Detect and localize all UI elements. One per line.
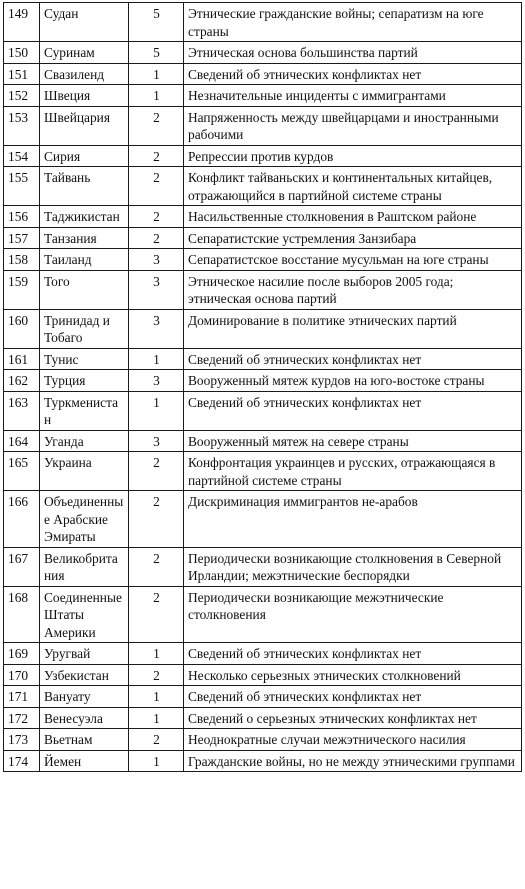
country-name: Таджикистан [40, 206, 129, 228]
conflict-description: Сепаратистские устремления Занзибара [184, 227, 522, 249]
row-number: 159 [4, 270, 40, 309]
country-name: Уганда [40, 430, 129, 452]
country-name: Узбекистан [40, 664, 129, 686]
country-name: Уругвай [40, 643, 129, 665]
country-name: Вануату [40, 686, 129, 708]
conflict-description: Неоднократные случаи межэтнического насилия [184, 729, 522, 751]
ethnic-conflict-table [3, 2, 522, 772]
conflict-score: 2 [129, 586, 184, 643]
country-name: Танзания [40, 227, 129, 249]
conflict-score: 3 [129, 370, 184, 392]
country-name: Объединенные Арабские Эмираты [40, 491, 129, 548]
conflict-description: Периодически возникающие межэтнические столкновения [184, 586, 522, 643]
table-body [4, 3, 522, 772]
table-row [4, 63, 522, 85]
table-row [4, 270, 522, 309]
row-number: 156 [4, 206, 40, 228]
row-number: 165 [4, 452, 40, 491]
row-number: 172 [4, 707, 40, 729]
table-row [4, 707, 522, 729]
conflict-score: 2 [129, 206, 184, 228]
conflict-score: 3 [129, 309, 184, 348]
conflict-description: Сведений об этнических конфликтах нет [184, 63, 522, 85]
table-row [4, 145, 522, 167]
conflict-score: 2 [129, 106, 184, 145]
table-row [4, 85, 522, 107]
conflict-score: 5 [129, 3, 184, 42]
row-number: 171 [4, 686, 40, 708]
row-number: 150 [4, 42, 40, 64]
table-row [4, 750, 522, 772]
table-row [4, 547, 522, 586]
row-number: 161 [4, 348, 40, 370]
conflict-description: Гражданские войны, но не между этническими группами [184, 750, 522, 772]
conflict-score: 5 [129, 42, 184, 64]
row-number: 167 [4, 547, 40, 586]
country-name: Великобритания [40, 547, 129, 586]
conflict-description: Сведений о серьезных этнических конфликтах нет [184, 707, 522, 729]
conflict-score: 3 [129, 430, 184, 452]
country-name: Тайвань [40, 167, 129, 206]
country-name: Йемен [40, 750, 129, 772]
conflict-description: Сепаратистское восстание мусульман на юге страны [184, 249, 522, 271]
conflict-description: Конфронтация украинцев и русских, отражающаяся в партийной системе страны [184, 452, 522, 491]
conflict-score: 1 [129, 707, 184, 729]
country-name: Свазиленд [40, 63, 129, 85]
row-number: 149 [4, 3, 40, 42]
table-row [4, 686, 522, 708]
conflict-description: Периодически возникающие столкновения в Северной Ирландии; межэтнические беспорядки [184, 547, 522, 586]
conflict-description: Конфликт тайваньских и континентальных китайцев, отражающийся в партийной системе страны [184, 167, 522, 206]
conflict-score: 2 [129, 729, 184, 751]
conflict-score: 1 [129, 348, 184, 370]
row-number: 162 [4, 370, 40, 392]
table-row [4, 249, 522, 271]
row-number: 158 [4, 249, 40, 271]
country-name: Тринидад и Тобаго [40, 309, 129, 348]
table-row [4, 106, 522, 145]
conflict-description: Напряженность между швейцарцами и иностранными рабочими [184, 106, 522, 145]
country-name: Судан [40, 3, 129, 42]
country-name: Вьетнам [40, 729, 129, 751]
conflict-score: 3 [129, 249, 184, 271]
row-number: 151 [4, 63, 40, 85]
row-number: 168 [4, 586, 40, 643]
conflict-score: 2 [129, 452, 184, 491]
table-row [4, 348, 522, 370]
row-number: 160 [4, 309, 40, 348]
conflict-score: 1 [129, 686, 184, 708]
conflict-description: Репрессии против курдов [184, 145, 522, 167]
conflict-score: 3 [129, 270, 184, 309]
table-row [4, 167, 522, 206]
country-name: Того [40, 270, 129, 309]
country-name: Тунис [40, 348, 129, 370]
row-number: 164 [4, 430, 40, 452]
row-number: 170 [4, 664, 40, 686]
table-row [4, 491, 522, 548]
country-name: Сирия [40, 145, 129, 167]
country-name: Таиланд [40, 249, 129, 271]
row-number: 153 [4, 106, 40, 145]
conflict-description: Этнические гражданские войны; сепаратизм на юге страны [184, 3, 522, 42]
table-row [4, 227, 522, 249]
conflict-score: 1 [129, 85, 184, 107]
table-row [4, 729, 522, 751]
row-number: 163 [4, 391, 40, 430]
table-row [4, 3, 522, 42]
country-name: Суринам [40, 42, 129, 64]
table-row [4, 370, 522, 392]
row-number: 166 [4, 491, 40, 548]
table-row [4, 430, 522, 452]
country-name: Туркменистан [40, 391, 129, 430]
row-number: 155 [4, 167, 40, 206]
conflict-score: 1 [129, 391, 184, 430]
row-number: 154 [4, 145, 40, 167]
country-name: Украина [40, 452, 129, 491]
table-row [4, 452, 522, 491]
country-name: Швейцария [40, 106, 129, 145]
table-row [4, 206, 522, 228]
row-number: 157 [4, 227, 40, 249]
conflict-score: 2 [129, 145, 184, 167]
row-number: 174 [4, 750, 40, 772]
table-row [4, 586, 522, 643]
conflict-description: Сведений об этнических конфликтах нет [184, 686, 522, 708]
table-row [4, 309, 522, 348]
conflict-description: Насильственные столкновения в Раштском районе [184, 206, 522, 228]
row-number: 173 [4, 729, 40, 751]
conflict-description: Сведений об этнических конфликтах нет [184, 643, 522, 665]
conflict-description: Вооруженный мятеж курдов на юго-востоке страны [184, 370, 522, 392]
conflict-description: Этническая основа большинства партий [184, 42, 522, 64]
row-number: 169 [4, 643, 40, 665]
conflict-description: Незначительные инциденты с иммигрантами [184, 85, 522, 107]
conflict-score: 2 [129, 167, 184, 206]
conflict-description: Сведений об этнических конфликтах нет [184, 391, 522, 430]
conflict-description: Дискриминация иммигрантов не-арабов [184, 491, 522, 548]
conflict-score: 1 [129, 63, 184, 85]
conflict-score: 1 [129, 643, 184, 665]
country-name: Турция [40, 370, 129, 392]
conflict-score: 1 [129, 750, 184, 772]
row-number: 152 [4, 85, 40, 107]
country-name: Венесуэла [40, 707, 129, 729]
conflict-description: Этническое насилие после выборов 2005 года; этническая основа партий [184, 270, 522, 309]
conflict-description: Доминирование в политике этнических партий [184, 309, 522, 348]
conflict-score: 2 [129, 227, 184, 249]
country-name: Соединенные Штаты Америки [40, 586, 129, 643]
table-row [4, 643, 522, 665]
conflict-description: Сведений об этнических конфликтах нет [184, 348, 522, 370]
table-row [4, 664, 522, 686]
table-row [4, 391, 522, 430]
conflict-description: Вооруженный мятеж на севере страны [184, 430, 522, 452]
conflict-score: 2 [129, 664, 184, 686]
conflict-description: Несколько серьезных этнических столкновений [184, 664, 522, 686]
conflict-score: 2 [129, 547, 184, 586]
conflict-score: 2 [129, 491, 184, 548]
table-row [4, 42, 522, 64]
country-name: Швеция [40, 85, 129, 107]
